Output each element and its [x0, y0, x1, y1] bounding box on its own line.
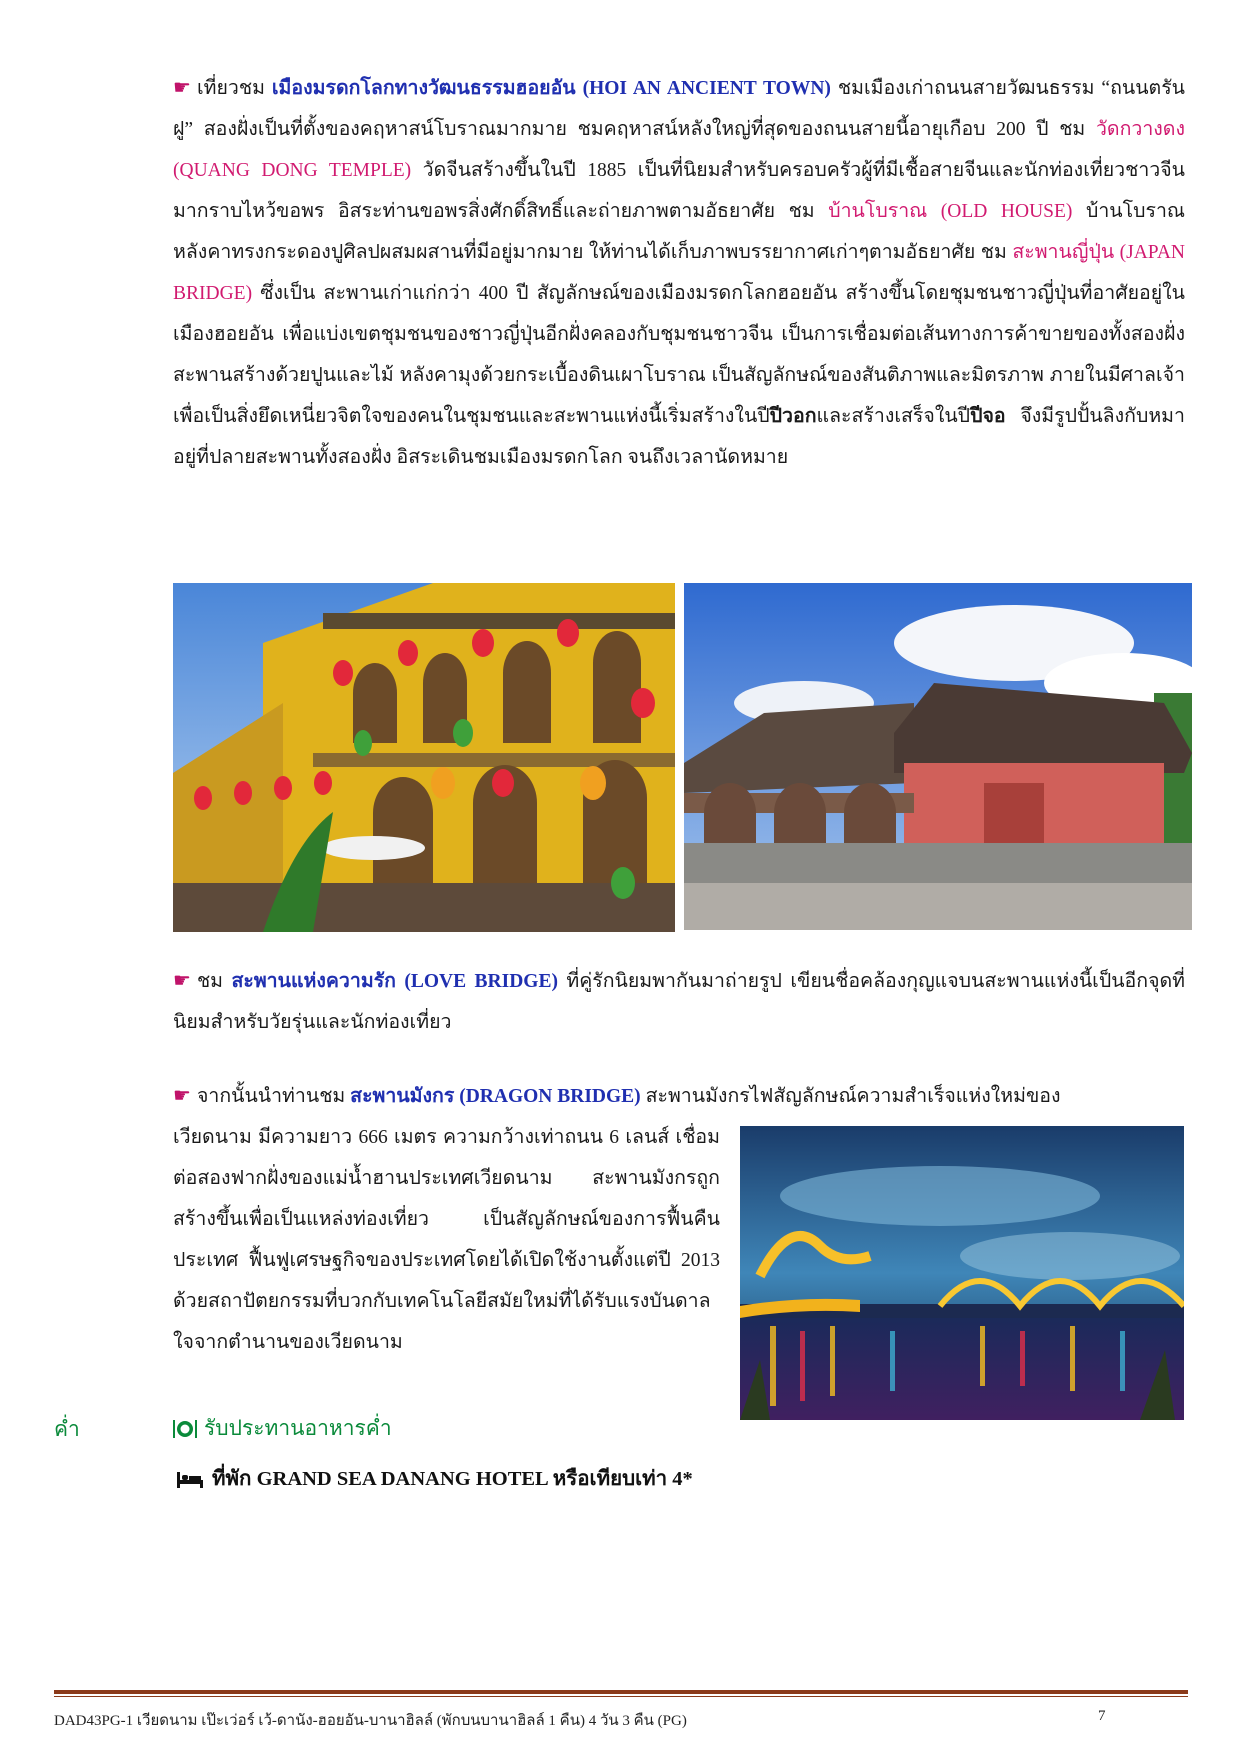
dragon-bridge-paragraph-head: ☛ จากนั้นนำท่านชม สะพานมังกร (DRAGON BRIDGE) สะพานมังกรไฟสัญลักษณ์ความสำเร็จแห่งใหม่ของ	[173, 1085, 1061, 1107]
dragon-bridge-photo	[740, 1126, 1184, 1420]
japan-bridge-photo	[684, 583, 1192, 930]
dinner-text: รับประทานอาหารค่ำ	[204, 1416, 392, 1440]
love-bridge-heading: สะพานแห่งความรัก (LOVE BRIDGE)	[231, 971, 558, 992]
plate-cutlery-icon	[172, 1418, 198, 1440]
hoian-paragraph: ☛ เที่ยวชม เมืองมรดกโลกทางวัฒนธรรมฮอยอัน (HOI AN ANCIENT TOWN) ชมเมืองเก่าถนนสายวัฒนธรรม “ถนนตรันฝู” สองฝั่งเป็นที่ตั้งของคฤหาสน์โบราณมากมาย ชมคฤหาสน์หลังใหญ่ที่สุดของถนนสายนี้อายุเกือบ 200 ปี ชม วัดกวางดง (QUANG DONG TEMPLE) วัดจีนสร้างขึ้นในปี 1885 เป็นที่นิยมสำหรับครอบครัวผู้ที่มีเชื้อสายจีนและนักท่องเที่ยวชาวจีนมากราบไหว้ขอพร อิสระท่านขอพรสิ่งศักดิ์สิทธิ์และถ่ายภาพตามอัธยาศัย ชม บ้านโบราณ (OLD HOUSE) บ้านโบราณหลังคาทรงกระดองปูศิลปผสมผสานที่มีอยู่มากมาย ให้ท่านได้เก็บภาพบรรยากาศเก่าๆตามอัธยาศัย ชม สะพานญี่ปุ่น (JAPAN BRIDGE) ซึ่งเป็น สะพานเก่าแก่กว่า 400 ปี สัญลักษณ์ของเมืองมรดกโลกฮอยอัน สร้างขึ้นโดยชุมชนชาวญี่ปุ่นที่อาศัยอยู่ในเมืองฮอยอัน เพื่อแบ่งเขตชุมชนของชาวญี่ปุ่นอีกฝั่งคลองกับชุมชนชาวจีน เป็นการเชื่อมต่อเส้นทางการค้าขายของทั้งสองฝั่ง สะพานสร้างด้วยปูนและไม้ หลังคามุงด้วยกระเบื้องดินเผาโบราณ เป็นสัญลักษณ์ของสันติภาพและมิตรภาพ ภายในมีศาลเจ้าเพื่อเป็นสิ่งยึดเหนี่ยวจิตใจของคนในชุมชนและสะพานแห่งนี้เริ่มสร้างในปีปีวอกและสร้างเสร็จในปีปีจอ จึงมีรูปปั้นลิงกับหมาอยู่ที่ปลายสะพานทั้งสองฝั่ง อิสระเดินชมเมืองมรดกโลก จนถึงเวลานัดหมาย	[173, 77, 1186, 468]
page-number: 7	[1098, 1708, 1106, 1724]
pointing-hand-icon: ☛	[173, 970, 191, 992]
footer-rule-thin	[54, 1696, 1188, 1697]
footer-text: DAD43PG-1 เวียดนาม เป๊ะเว่อร์ เว้-ดานัง-ฮอยอัน-บานาฮิลล์ (พักบนบานาฮิลล์ 1 คืน) 4 วัน 3 คืน (PG)	[54, 1713, 687, 1729]
dragon-bridge-heading: สะพานมังกร (DRAGON BRIDGE)	[350, 1086, 641, 1107]
hoian-street-photo	[173, 583, 675, 932]
japan-bridge: สะพานญี่ปุ่น (JAPAN BRIDGE)	[173, 242, 1186, 304]
bed-icon	[176, 1468, 204, 1490]
hoian-heading: เมืองมรดกโลกทางวัฒนธรรมฮอยอัน (HOI AN ANCIENT TOWN)	[271, 78, 831, 99]
pointing-hand-icon: ☛	[173, 1085, 191, 1107]
meal-time-label: ค่ำ	[54, 1417, 80, 1441]
old-house: บ้านโบราณ (OLD HOUSE)	[828, 201, 1073, 222]
hotel-line	[176, 1462, 693, 1495]
footer-rule	[54, 1690, 1188, 1694]
pointing-hand-icon: ☛	[173, 77, 191, 99]
quang-dong-temple: วัดกวางดง (QUANG DONG TEMPLE)	[173, 119, 1185, 181]
love-bridge-paragraph: ☛ ชม สะพานแห่งความรัก (LOVE BRIDGE) ที่คู่รักนิยมพากันมาถ่ายรูป เขียนชื่อคล้องกุญแจบนสะพานแห่งนี้เป็นอีกจุดที่นิยมสำหรับวัยรุ่นและนักท่องเที่ยว	[173, 970, 1186, 1033]
dragon-bridge-paragraph-body: เวียดนาม มีความยาว 666 เมตร ความกว้างเท่าถนน 6 เลนส์ เชื่อมต่อสองฟากฝั่งของแม่น้ำฮานประเทศเวียดนาม สะพานมังกรถูกสร้างขึ้นเพื่อเป็นแหล่งท่องเที่ยว เป็นสัญลักษณ์ของการฟื้นคืนประเทศ ฟื้นฟูเศรษฐกิจของประเทศโดยได้เปิดใช้งานตั้งแต่ปี 2013 ด้วยสถาปัตยกรรมที่บวกกับเทคโนโลยีสมัยใหม่ที่ได้รับแรงบันดาลใจจากตำนานของเวียดนาม	[173, 1127, 720, 1353]
dinner-line	[172, 1412, 392, 1445]
hotel-text: ที่พัก GRAND SEA DANANG HOTEL หรือเทียบเท่า 4*	[212, 1468, 693, 1490]
